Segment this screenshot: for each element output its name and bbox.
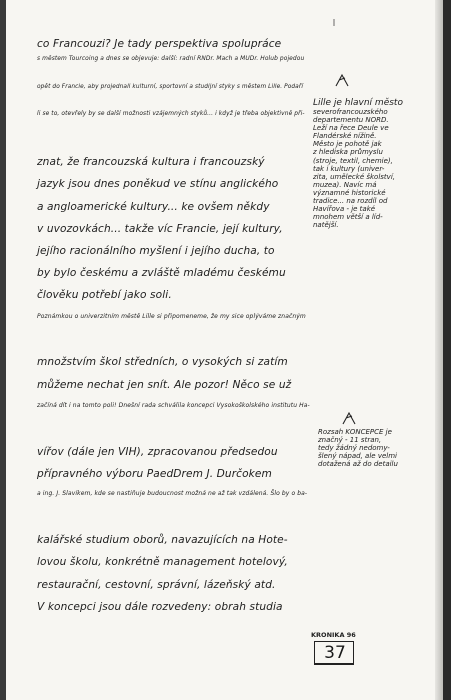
- note-line: tak i kultury (univer-: [313, 164, 385, 173]
- note-line: tedy žádný nedomy-: [318, 444, 390, 453]
- note-line: natější.: [313, 221, 339, 230]
- note-line: Lille je hlavní město: [313, 98, 403, 108]
- note-line: tradice... na rozdíl od: [313, 197, 388, 206]
- note-line: Flandérské nížině.: [313, 132, 377, 141]
- note-line: Leží na řece Deule ve: [313, 124, 389, 133]
- body-line: znat, že francouzská kultura i francouzský: [37, 156, 265, 168]
- margin-note-koncepce: [318, 428, 398, 468]
- body-line: co Francouzi? Je tady perspektiva spolupráce: [37, 38, 282, 50]
- note-line: mnohem větší a líd-: [313, 213, 383, 222]
- body-line: množstvím škol středních, o vysokých si zatím: [37, 356, 288, 368]
- note-line: Havířova - je také: [313, 205, 376, 214]
- note-line: severofrancouzského: [313, 108, 388, 116]
- body-line: můžeme nechat jen snít. Ale pozor! Něco se už: [37, 379, 292, 391]
- body-line: kalářské studium oborů, navazujících na Hote-: [37, 534, 288, 546]
- body-line: a angloamerické kultury... ke ovšem někdy: [37, 201, 270, 213]
- body-line: začíná dít i na tomto poli! Dnešní rada schválila koncepci Vysokoškolského institutu Ha-: [37, 402, 310, 409]
- note-line: (stroje, textil, chemie),: [313, 156, 393, 165]
- body-line: by bylo českému a zvláště mladému českému: [37, 267, 286, 279]
- page-edge: [435, 0, 443, 700]
- body-line: lovou školu, konkrétně management hotelový,: [37, 556, 288, 568]
- body-line: přípravného výboru PaedDrem J. Durčokem: [37, 468, 272, 480]
- margin-tick-icon: [334, 72, 350, 88]
- chronicle-stamp-label: KRONIKA 96: [311, 631, 356, 639]
- page-number: 37: [324, 643, 346, 663]
- note-line: dotažená až do detailu: [318, 460, 398, 469]
- note-line: zita, umělecké školství,: [313, 172, 395, 181]
- body-line: s městem Tourcoing a dnes se objevuje: další: radní RNDr. Mach a MUDr. Holub pojedou: [37, 56, 305, 62]
- body-line: jejího racionálního myšlení i jejího ducha, to: [37, 245, 275, 257]
- margin-mark-icon: [330, 18, 338, 28]
- body-line: člověku potřebí jako soli.: [37, 289, 172, 301]
- note-line: muzea). Navíc má: [313, 180, 377, 189]
- note-line: departementu NORD.: [313, 116, 389, 125]
- body-line: restaurační, cestovní, správní, lázeňský atd.: [37, 579, 276, 591]
- body-line: li se to, otevřely by se další možnosti vzájemných styků... i když je třeba objektivně při-: [37, 111, 305, 117]
- note-line: značný - 11 stran,: [318, 436, 382, 445]
- body-line: vířov (dále jen VIH), zpracovanou předsedou: [37, 446, 278, 458]
- note-line: významné historické: [313, 188, 386, 197]
- note-line: Město je pohotě jak: [313, 140, 382, 149]
- note-line: z hlediska průmyslu: [313, 148, 383, 157]
- page-number-stamp: [314, 641, 354, 665]
- body-line: opět do Francie, aby projednali kulturní, sportovní a studijní styky s městem Lille. Podaří: [37, 84, 304, 90]
- body-line: V koncepci jsou dále rozvedeny: obrah studia: [37, 601, 283, 613]
- body-line: v uvozovkách... takže víc Francie, její kultury,: [37, 223, 283, 235]
- body-line: jazyk jsou dnes poněkud ve stínu anglického: [37, 178, 279, 190]
- margin-tick-icon: [341, 410, 357, 426]
- body-line: a ing. J. Slavíkem, kde se nastiňuje budoucnost možná ne až tak vzdálená. Šlo by o ba-: [37, 490, 308, 497]
- margin-note-lille: [313, 98, 403, 229]
- note-line: Rozsah KONCEPCE je: [318, 428, 392, 436]
- body-line: Poznámkou o univerzitním městě Lille si připomeneme, že my sice oplýváme značným: [37, 313, 306, 320]
- note-line: šlený nápad, ale velmi: [318, 452, 397, 461]
